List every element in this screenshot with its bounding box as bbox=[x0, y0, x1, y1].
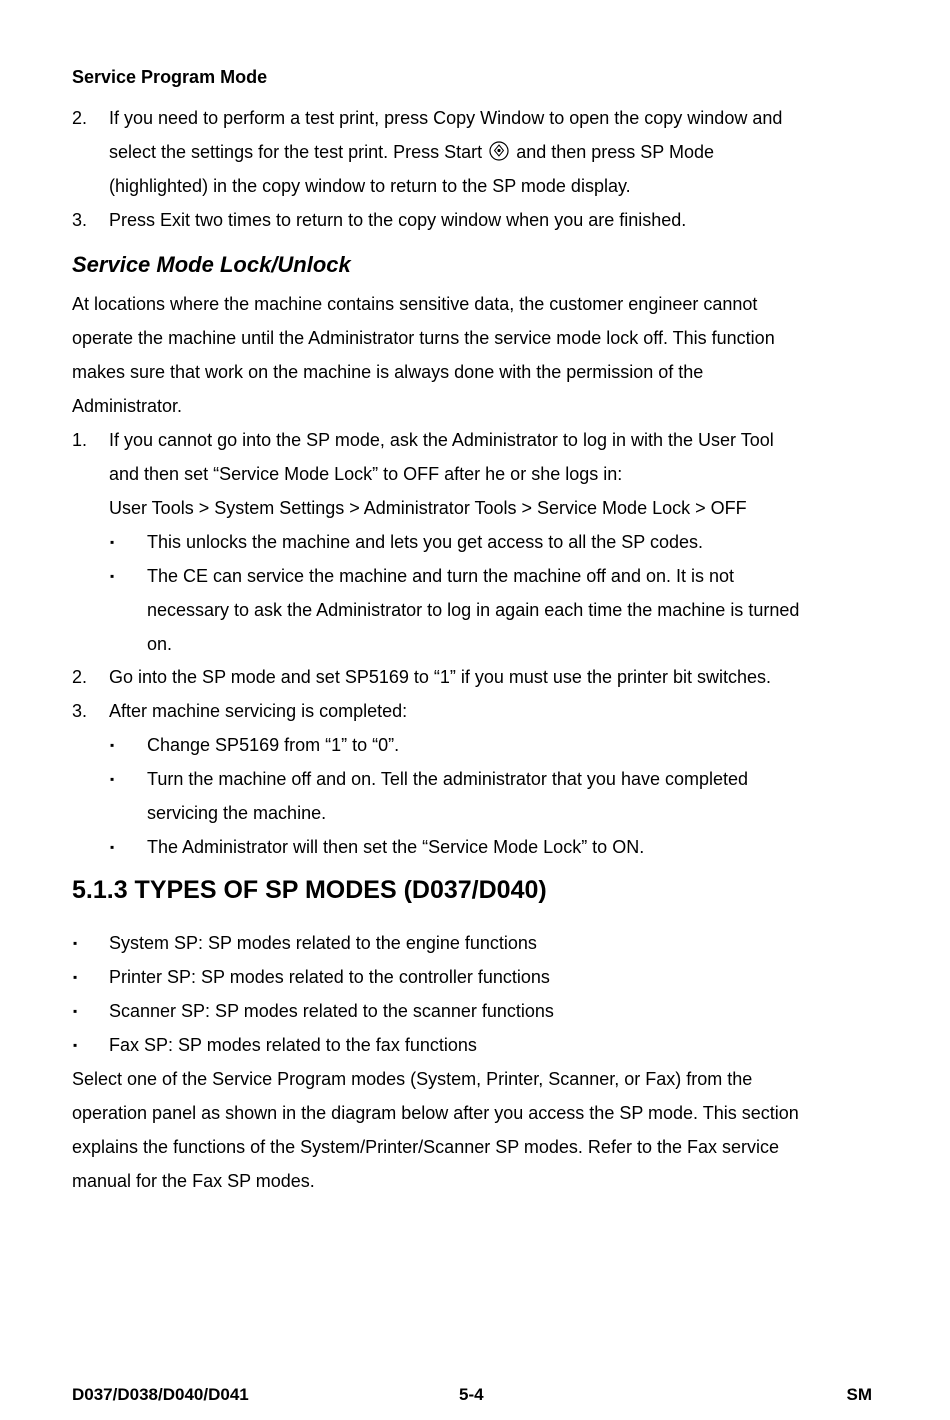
footer-page-number: 5-4 bbox=[459, 1385, 484, 1404]
section-heading: 5.1.3 TYPES OF SP MODES (D037/D040) bbox=[72, 876, 547, 904]
bullet-text: servicing the machine. bbox=[147, 803, 327, 823]
step-number: 2. bbox=[72, 667, 88, 687]
bullet-text: The Administrator will then set the “Service Mode Lock” to ON. bbox=[147, 837, 645, 857]
paragraph-line: operate the machine until the Administrator turns the service mode lock off. This function bbox=[72, 328, 775, 348]
paragraph-line: Select one of the Service Program modes (System, Printer, Scanner, or Fax) from the bbox=[72, 1069, 753, 1089]
paragraph-line: At locations where the machine contains sensitive data, the customer engineer cannot bbox=[72, 294, 758, 314]
subsection-heading: Service Mode Lock/Unlock bbox=[72, 252, 351, 277]
bullet-text: This unlocks the machine and lets you get access to all the SP codes. bbox=[147, 532, 703, 552]
step-text: If you cannot go into the SP mode, ask the Administrator to log in with the User Tool bbox=[109, 430, 774, 450]
bullet-text: Fax SP: SP modes related to the fax functions bbox=[109, 1035, 477, 1055]
paragraph-line: operation panel as shown in the diagram below after you access the SP mode. This section bbox=[72, 1103, 799, 1123]
step-text: If you need to perform a test print, press Copy Window to open the copy window and bbox=[109, 108, 783, 128]
bullet-text: Scanner SP: SP modes related to the scanner functions bbox=[109, 1001, 554, 1021]
footer-model: D037/D038/D040/D041 bbox=[72, 1385, 249, 1404]
step-number: 2. bbox=[72, 108, 88, 128]
step-number: 3. bbox=[72, 210, 88, 230]
step-text: (highlighted) in the copy window to return to the SP mode display. bbox=[109, 176, 631, 196]
step-text: and then set “Service Mode Lock” to OFF after he or she logs in: bbox=[109, 464, 623, 484]
step-text: Go into the SP mode and set SP5169 to “1” if you must use the printer bit switches. bbox=[109, 667, 772, 687]
step-text: Press Exit two times to return to the copy window when you are finished. bbox=[109, 210, 687, 230]
step-number: 3. bbox=[72, 701, 88, 721]
step-text: After machine servicing is completed: bbox=[109, 701, 408, 721]
paragraph-line: manual for the Fax SP modes. bbox=[72, 1171, 315, 1191]
bullet-marker: ▪ bbox=[73, 936, 78, 950]
page-header: Service Program Mode bbox=[72, 67, 268, 87]
bullet-text: on. bbox=[147, 634, 173, 654]
footer-manual-code: SM bbox=[846, 1385, 872, 1404]
paragraph-line: Administrator. bbox=[72, 396, 183, 416]
bullet-text: Turn the machine off and on. Tell the administrator that you have completed bbox=[147, 769, 749, 789]
bullet-text: Change SP5169 from “1” to “0”. bbox=[147, 735, 400, 755]
step-text: and then press SP Mode bbox=[516, 142, 715, 162]
menu-path: User Tools > System Settings > Administrator Tools > Service Mode Lock > OFF bbox=[109, 498, 747, 518]
bullet-text: The CE can service the machine and turn the machine off and on. It is not bbox=[147, 566, 735, 586]
start-button-icon bbox=[489, 141, 509, 161]
bullet-text: Printer SP: SP modes related to the controller functions bbox=[109, 967, 550, 987]
bullet-marker: ▪ bbox=[110, 738, 115, 752]
bullet-marker: ▪ bbox=[73, 1004, 78, 1018]
bullet-marker: ▪ bbox=[110, 535, 115, 549]
bullet-marker: ▪ bbox=[110, 569, 115, 583]
step-number: 1. bbox=[72, 430, 88, 450]
bullet-text: necessary to ask the Administrator to log in again each time the machine is turned bbox=[147, 600, 800, 620]
bullet-marker: ▪ bbox=[110, 772, 115, 786]
bullet-text: System SP: SP modes related to the engine functions bbox=[109, 933, 537, 953]
step-text: select the settings for the test print. Press Start bbox=[109, 142, 483, 162]
paragraph-line: makes sure that work on the machine is always done with the permission of the bbox=[72, 362, 704, 382]
paragraph-line: explains the functions of the System/Printer/Scanner SP modes. Refer to the Fax service bbox=[72, 1137, 780, 1157]
bullet-marker: ▪ bbox=[73, 970, 78, 984]
bullet-marker: ▪ bbox=[110, 840, 115, 854]
bullet-marker: ▪ bbox=[73, 1038, 78, 1052]
